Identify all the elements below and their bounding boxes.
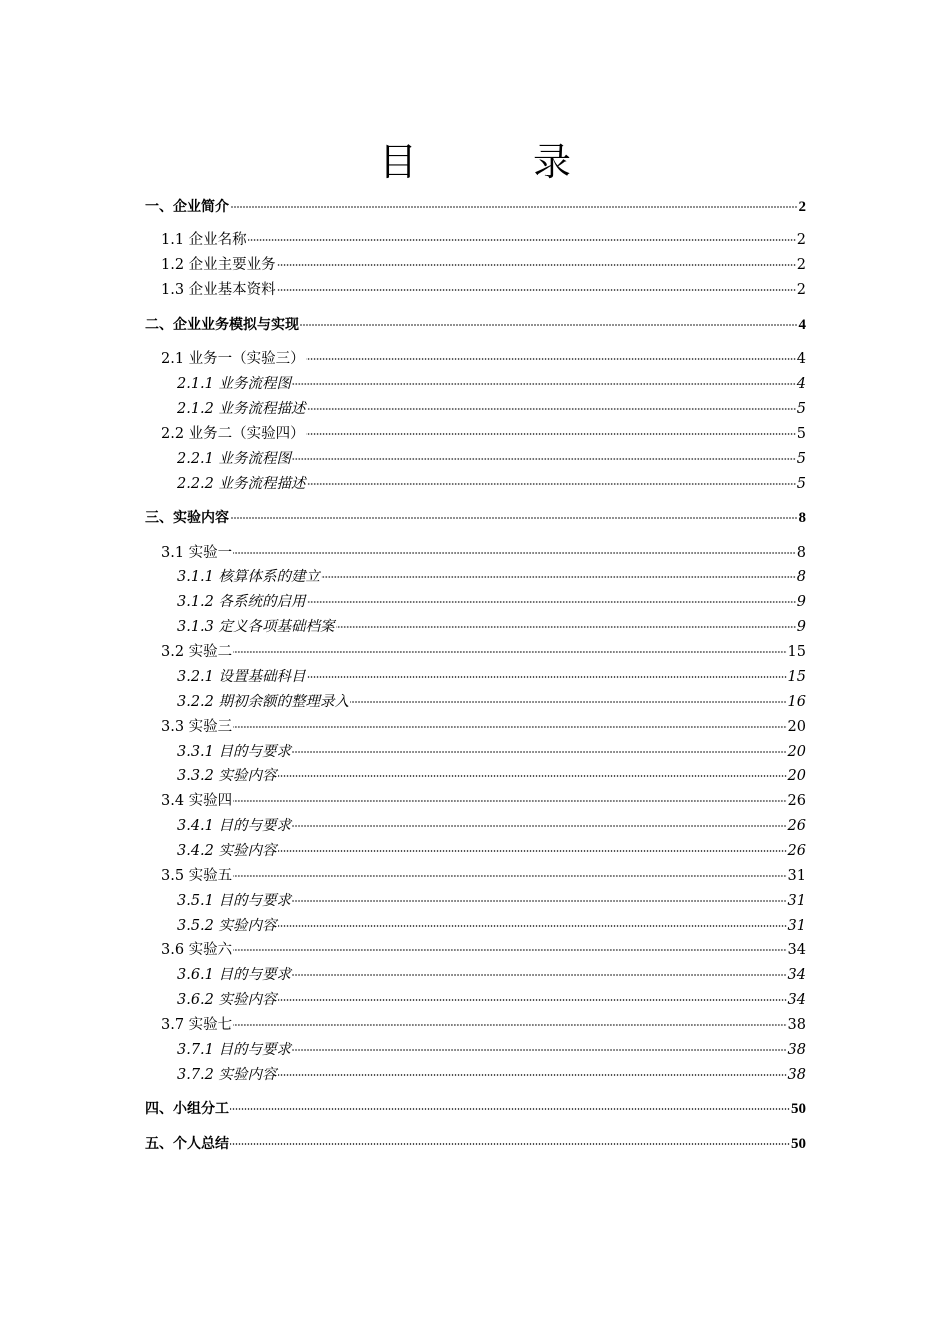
toc-entry-label: 3.5 实验五	[161, 868, 233, 884]
toc-entry-page: 4	[798, 317, 806, 333]
dot-leader	[230, 1143, 790, 1145]
toc-entry[interactable]	[177, 765, 806, 787]
dot-leader	[248, 239, 796, 241]
toc-entry[interactable]	[177, 566, 806, 588]
dot-leader	[292, 825, 787, 827]
dot-leader	[233, 552, 796, 554]
toc-title: 目 录	[378, 140, 624, 184]
toc-entry[interactable]	[177, 591, 806, 613]
dot-leader	[230, 206, 798, 208]
toc-entry[interactable]	[177, 741, 806, 763]
toc-entry-label: 1.2 企业主要业务	[161, 257, 276, 273]
dot-leader	[233, 726, 786, 728]
toc-entry-label: 3.4 实验四	[161, 793, 233, 809]
toc-entry-page: 26	[787, 843, 806, 859]
toc-entry-label: 3.5.1 目的与要求	[177, 893, 292, 909]
toc-entry-page: 15	[787, 669, 806, 685]
toc-entry[interactable]	[161, 542, 806, 564]
toc-entry-page: 38	[787, 1067, 806, 1083]
toc-entry-label: 3.1.1 核算体系的建立	[177, 569, 321, 585]
toc-entry-label: 3.3.2 实验内容	[177, 768, 277, 784]
toc-entry-page: 2	[796, 232, 806, 248]
toc-entry-label: 3.7.1 目的与要求	[177, 1042, 292, 1058]
toc-entry-page: 34	[787, 942, 806, 958]
toc-entry[interactable]	[177, 448, 806, 470]
toc-entry-label: 3.7 实验七	[161, 1017, 233, 1033]
dot-leader	[321, 576, 796, 578]
toc-entry-label: 四、小组分工	[145, 1101, 229, 1117]
toc-entry[interactable]	[161, 939, 806, 961]
toc-entry-page: 38	[787, 1017, 806, 1033]
toc-entry-label: 3.4.1 目的与要求	[177, 818, 292, 834]
toc-entry-page: 4	[796, 351, 806, 367]
toc-entry[interactable]	[177, 1039, 806, 1061]
toc-entry-label: 1.1 企业名称	[161, 232, 247, 248]
toc-entry-label: 3.4.2 实验内容	[177, 843, 277, 859]
toc-entry-page: 34	[787, 967, 806, 983]
toc-entry[interactable]	[145, 507, 806, 529]
dot-leader	[292, 383, 796, 385]
toc-entry[interactable]	[161, 229, 806, 251]
dot-leader	[292, 458, 796, 460]
toc-entry-label: 3.2.2 期初余额的整理录入	[177, 694, 350, 710]
toc-entry-page: 5	[796, 451, 806, 467]
toc-entry-page: 5	[796, 401, 806, 417]
toc-entry-label: 2.2.1 业务流程图	[177, 451, 292, 467]
toc-entry-label: 2.2 业务二（实验四）	[161, 426, 305, 442]
toc-entry[interactable]	[177, 989, 806, 1011]
toc-entry-label: 3.6 实验六	[161, 942, 233, 958]
toc-entry-label: 3.2.1 设置基础科目	[177, 669, 306, 685]
toc-entry[interactable]	[161, 279, 806, 301]
toc-entry-page: 8	[798, 510, 806, 526]
dot-leader	[292, 900, 787, 902]
toc-entry[interactable]	[177, 815, 806, 837]
toc-entry-page: 4	[796, 376, 806, 392]
toc-entry-label: 3.6.2 实验内容	[177, 992, 277, 1008]
toc-entry[interactable]	[177, 964, 806, 986]
dot-leader	[306, 358, 796, 360]
toc-entry-label: 3.2 实验二	[161, 644, 233, 660]
dot-leader	[306, 433, 796, 435]
dot-leader	[278, 925, 787, 927]
dot-leader	[233, 800, 786, 802]
toc-entry[interactable]	[177, 666, 806, 688]
toc-entry-page: 34	[787, 992, 806, 1008]
dot-leader	[233, 949, 786, 951]
toc-entry-page: 31	[787, 868, 806, 884]
dot-leader	[292, 751, 787, 753]
dot-leader	[292, 1049, 787, 1051]
toc-entry[interactable]	[177, 915, 806, 937]
toc-entry-label: 3.6.1 目的与要求	[177, 967, 292, 983]
toc-entry[interactable]	[161, 1014, 806, 1036]
toc-entry-page: 5	[796, 476, 806, 492]
dot-leader	[277, 264, 796, 266]
toc-entry-page: 2	[798, 199, 806, 215]
dot-leader	[292, 974, 787, 976]
dot-leader	[350, 701, 787, 703]
toc-entry-label: 3.3.1 目的与要求	[177, 744, 292, 760]
toc-entry[interactable]	[177, 691, 806, 713]
dot-leader	[230, 517, 798, 519]
toc-entry-label: 3.3 实验三	[161, 719, 233, 735]
toc-entry[interactable]	[161, 865, 806, 887]
toc-entry[interactable]	[177, 473, 806, 495]
toc-entry[interactable]	[161, 641, 806, 663]
toc-entry-page: 8	[796, 545, 806, 561]
toc-entry-label: 2.1 业务一（实验三）	[161, 351, 305, 367]
toc-entry-page: 20	[787, 744, 806, 760]
toc-entry-page: 9	[796, 619, 806, 635]
toc-entry[interactable]	[161, 423, 806, 445]
dot-leader	[233, 875, 786, 877]
toc-entry-page: 15	[787, 644, 806, 660]
toc-entry-label: 1.3 企业基本资料	[161, 282, 276, 298]
toc-entry-page: 2	[796, 257, 806, 273]
toc-entry[interactable]	[161, 716, 806, 738]
toc-entry-label: 3.1.2 各系统的启用	[177, 594, 306, 610]
toc-entry-page: 20	[787, 768, 806, 784]
dot-leader	[233, 1024, 786, 1026]
toc-entry-label: 二、企业业务模拟与实现	[145, 317, 299, 333]
toc-entry-page: 8	[796, 569, 806, 585]
dot-leader	[278, 775, 787, 777]
toc-entry[interactable]	[145, 1098, 806, 1120]
toc-entry-page: 16	[787, 694, 806, 710]
toc-entry-page: 38	[787, 1042, 806, 1058]
toc-entry-page: 2	[796, 282, 806, 298]
toc-entry-page: 5	[796, 426, 806, 442]
toc-entry-page: 50	[791, 1101, 806, 1117]
toc-entry[interactable]	[145, 196, 806, 218]
dot-leader	[307, 483, 796, 485]
toc-entry[interactable]	[177, 1064, 806, 1086]
toc-entry-label: 2.2.2 业务流程描述	[177, 476, 306, 492]
toc-entry-page: 31	[787, 893, 806, 909]
toc-entry[interactable]	[145, 1133, 806, 1155]
toc-entry[interactable]	[177, 373, 806, 395]
toc-entry-label: 3.7.2 实验内容	[177, 1067, 277, 1083]
toc-entry-label: 2.1.1 业务流程图	[177, 376, 292, 392]
toc-entry[interactable]	[177, 840, 806, 862]
dot-leader	[233, 651, 786, 653]
toc-entry-page: 50	[791, 1136, 806, 1152]
dot-leader	[230, 1108, 790, 1110]
toc-entry-label: 3.1.3 定义各项基础档案	[177, 619, 335, 635]
toc-entry-label: 五、个人总结	[145, 1136, 229, 1152]
dot-leader	[278, 850, 787, 852]
toc-entry-page: 31	[787, 918, 806, 934]
dot-leader	[278, 1074, 787, 1076]
toc-entry[interactable]	[177, 398, 806, 420]
toc-entry[interactable]	[145, 314, 806, 336]
toc-entry-page: 9	[796, 594, 806, 610]
toc-entry-label: 2.1.2 业务流程描述	[177, 401, 306, 417]
toc-entry-label: 3.5.2 实验内容	[177, 918, 277, 934]
toc-entry-page: 26	[787, 793, 806, 809]
toc-entry[interactable]	[161, 254, 806, 276]
dot-leader	[307, 408, 796, 410]
dot-leader	[307, 676, 787, 678]
toc-entry-page: 26	[787, 818, 806, 834]
dot-leader	[278, 999, 787, 1001]
dot-leader	[300, 324, 798, 326]
toc-entry[interactable]	[177, 890, 806, 912]
dot-leader	[307, 601, 796, 603]
dot-leader	[336, 626, 796, 628]
toc-entry-page: 20	[787, 719, 806, 735]
toc-entry[interactable]	[161, 790, 806, 812]
toc-entry[interactable]	[177, 616, 806, 638]
dot-leader	[277, 289, 796, 291]
toc-entry-label: 三、实验内容	[145, 510, 229, 526]
toc-entry-label: 3.1 实验一	[161, 545, 233, 561]
toc-entry-label: 一、企业简介	[145, 199, 229, 215]
toc-entry[interactable]	[161, 348, 806, 370]
